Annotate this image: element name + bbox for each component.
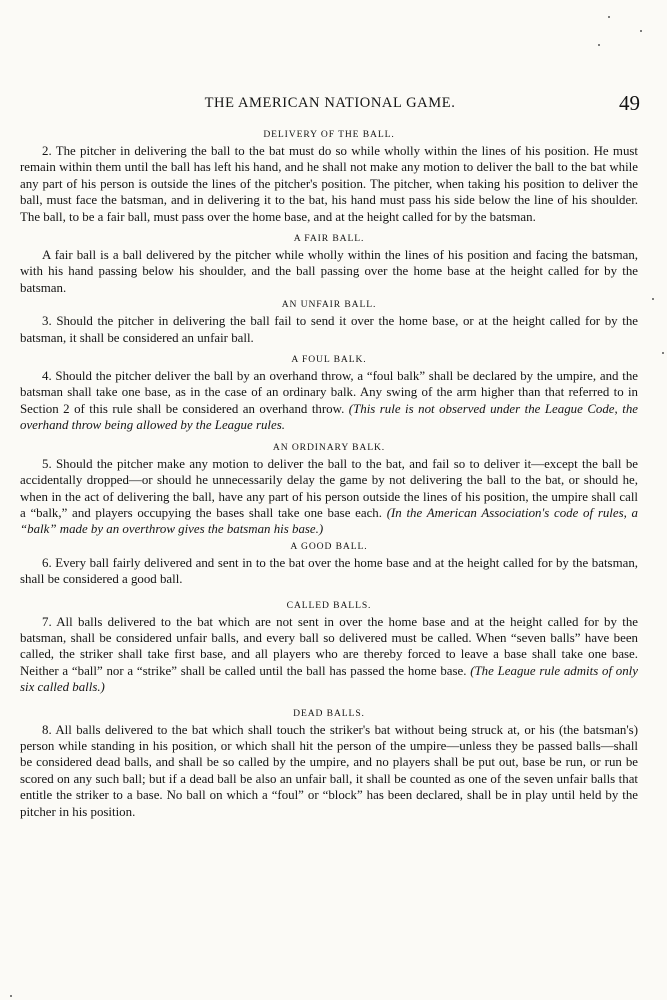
section-heading-fair-ball: A FAIR BALL. — [293, 233, 365, 245]
rule-text: 2. The pitcher in delivering the ball to the bat must do so while wholly within the lines of his position. He must remain within them until the ball has left his hand, and he shall not make any motion to deliver the ball to the bat while any part of his person is outside the lines of the pitcher's position. The pitcher, when taking his position to deliver the ball, must face the batsman, and in delivering it to the bat, his hand must pass his side below the line of his shoulder. The ball, to be a fair ball, must pass over the home base, and at the height called for by the batsman. — [20, 144, 638, 224]
print-speck — [598, 44, 600, 46]
page-body — [20, 126, 638, 820]
rule-note: (In the American Association's code of rules, a “balk” made by an overthrow gives the batsman his base.) — [20, 505, 638, 537]
section-heading-dead-balls: DEAD BALLS. — [293, 707, 365, 719]
rule-paragraph-2 — [20, 143, 638, 225]
rule-text: 7. All balls delivered to the bat which are not sent in over the home base and at the height called for by the batsman, shall be considered unfair balls, and every ball so delivered must be called. When “seven balls” have been called, the striker shall take first base, and all players who are thereby forced to leave a base shall take one base. Neither a “ball” nor a “strike” shall be called until the ball has passed the home base. — [20, 614, 638, 678]
print-speck — [640, 30, 642, 32]
section-heading-unfair-ball: AN UNFAIR BALL. — [281, 299, 377, 311]
rule-text: 4. Should the pitcher deliver the ball by an overhand throw, a “foul balk” shall be declared by the umpire, and the batsman shall take one base, as in the case of an ordinary balk. Any swing of the arm higher than that referred to in Section 2 of this rule shall be considered an overhand throw. — [20, 369, 638, 416]
rule-paragraph-5 — [20, 456, 638, 538]
print-speck — [652, 298, 654, 300]
rule-text: 5. Should the pitcher make any motion to deliver the ball to the bat, and fail so to deliver it—except the ball be accidentally dropped—or should he unnecessarily delay the game by not delivering the ball to the bat, or should he, when in the act of delivering the ball, have any part of his person outside the lines of his position, the umpire shall call a “balk,” and players occupying the bases shall take one base each. — [20, 456, 638, 520]
print-speck — [608, 16, 610, 18]
rule-text: 6. Every ball fairly delivered and sent in to the bat over the home base and at the height called for by the batsman, shall be considered a good ball. — [20, 555, 638, 587]
section-heading-ordinary-balk: AN ORDINARY BALK. — [272, 441, 386, 453]
rule-paragraph-6 — [20, 555, 638, 588]
rule-paragraph-3 — [20, 313, 638, 346]
page-number: 49 — [619, 91, 640, 115]
rule-text: 8. All balls delivered to the bat which shall touch the striker's bat without being struck at, or his (the batsman's) person while standing in his position, or which shall hit the person of the umpire—unless they be passed balls—shall be considered dead balls, and shall be so called by the umpire, and no players shall be put out, base be run, or run be scored on any such ball; but if a dead ball be also an unfair ball, it shall be counted as one of the seven unfair balls that entitle the striker to a base. No ball on which a “foul” or “block” has been declared, shall be in play until held by the pitcher in his position. — [20, 722, 638, 819]
section-heading-delivery: DELIVERY OF THE BALL. — [263, 129, 395, 140]
rule-text: 3. Should the pitcher in delivering the ball fail to send it over the home base, or at the height called for by the batsman, it shall be considered an unfair ball. — [20, 314, 638, 345]
rule-note: (The League rule admits of only six called balls.) — [20, 663, 638, 695]
section-heading-foul-balk: A FOUL BALK. — [291, 354, 367, 366]
print-speck — [662, 352, 664, 354]
print-speck — [10, 995, 12, 997]
running-head — [20, 92, 640, 116]
rule-paragraph-fair-ball — [20, 247, 638, 296]
section-heading-good-ball: A GOOD BALL. — [290, 540, 368, 552]
running-title: THE AMERICAN NATIONAL GAME. — [204, 95, 456, 111]
rule-paragraph-4 — [20, 368, 638, 434]
rule-paragraph-8 — [20, 722, 638, 820]
section-heading-called-balls: CALLED BALLS. — [286, 599, 372, 611]
rule-paragraph-7 — [20, 614, 638, 696]
rule-note: (This rule is not observed under the League Code, the overhand throw being allowed by the League rules. — [20, 401, 638, 433]
rule-text: A fair ball is a ball delivered by the pitcher while wholly within the lines of his position and facing the batsman, with his hand passing below his shoulder, and the ball passing over the home base at the height called for by the batsman. — [20, 248, 638, 295]
